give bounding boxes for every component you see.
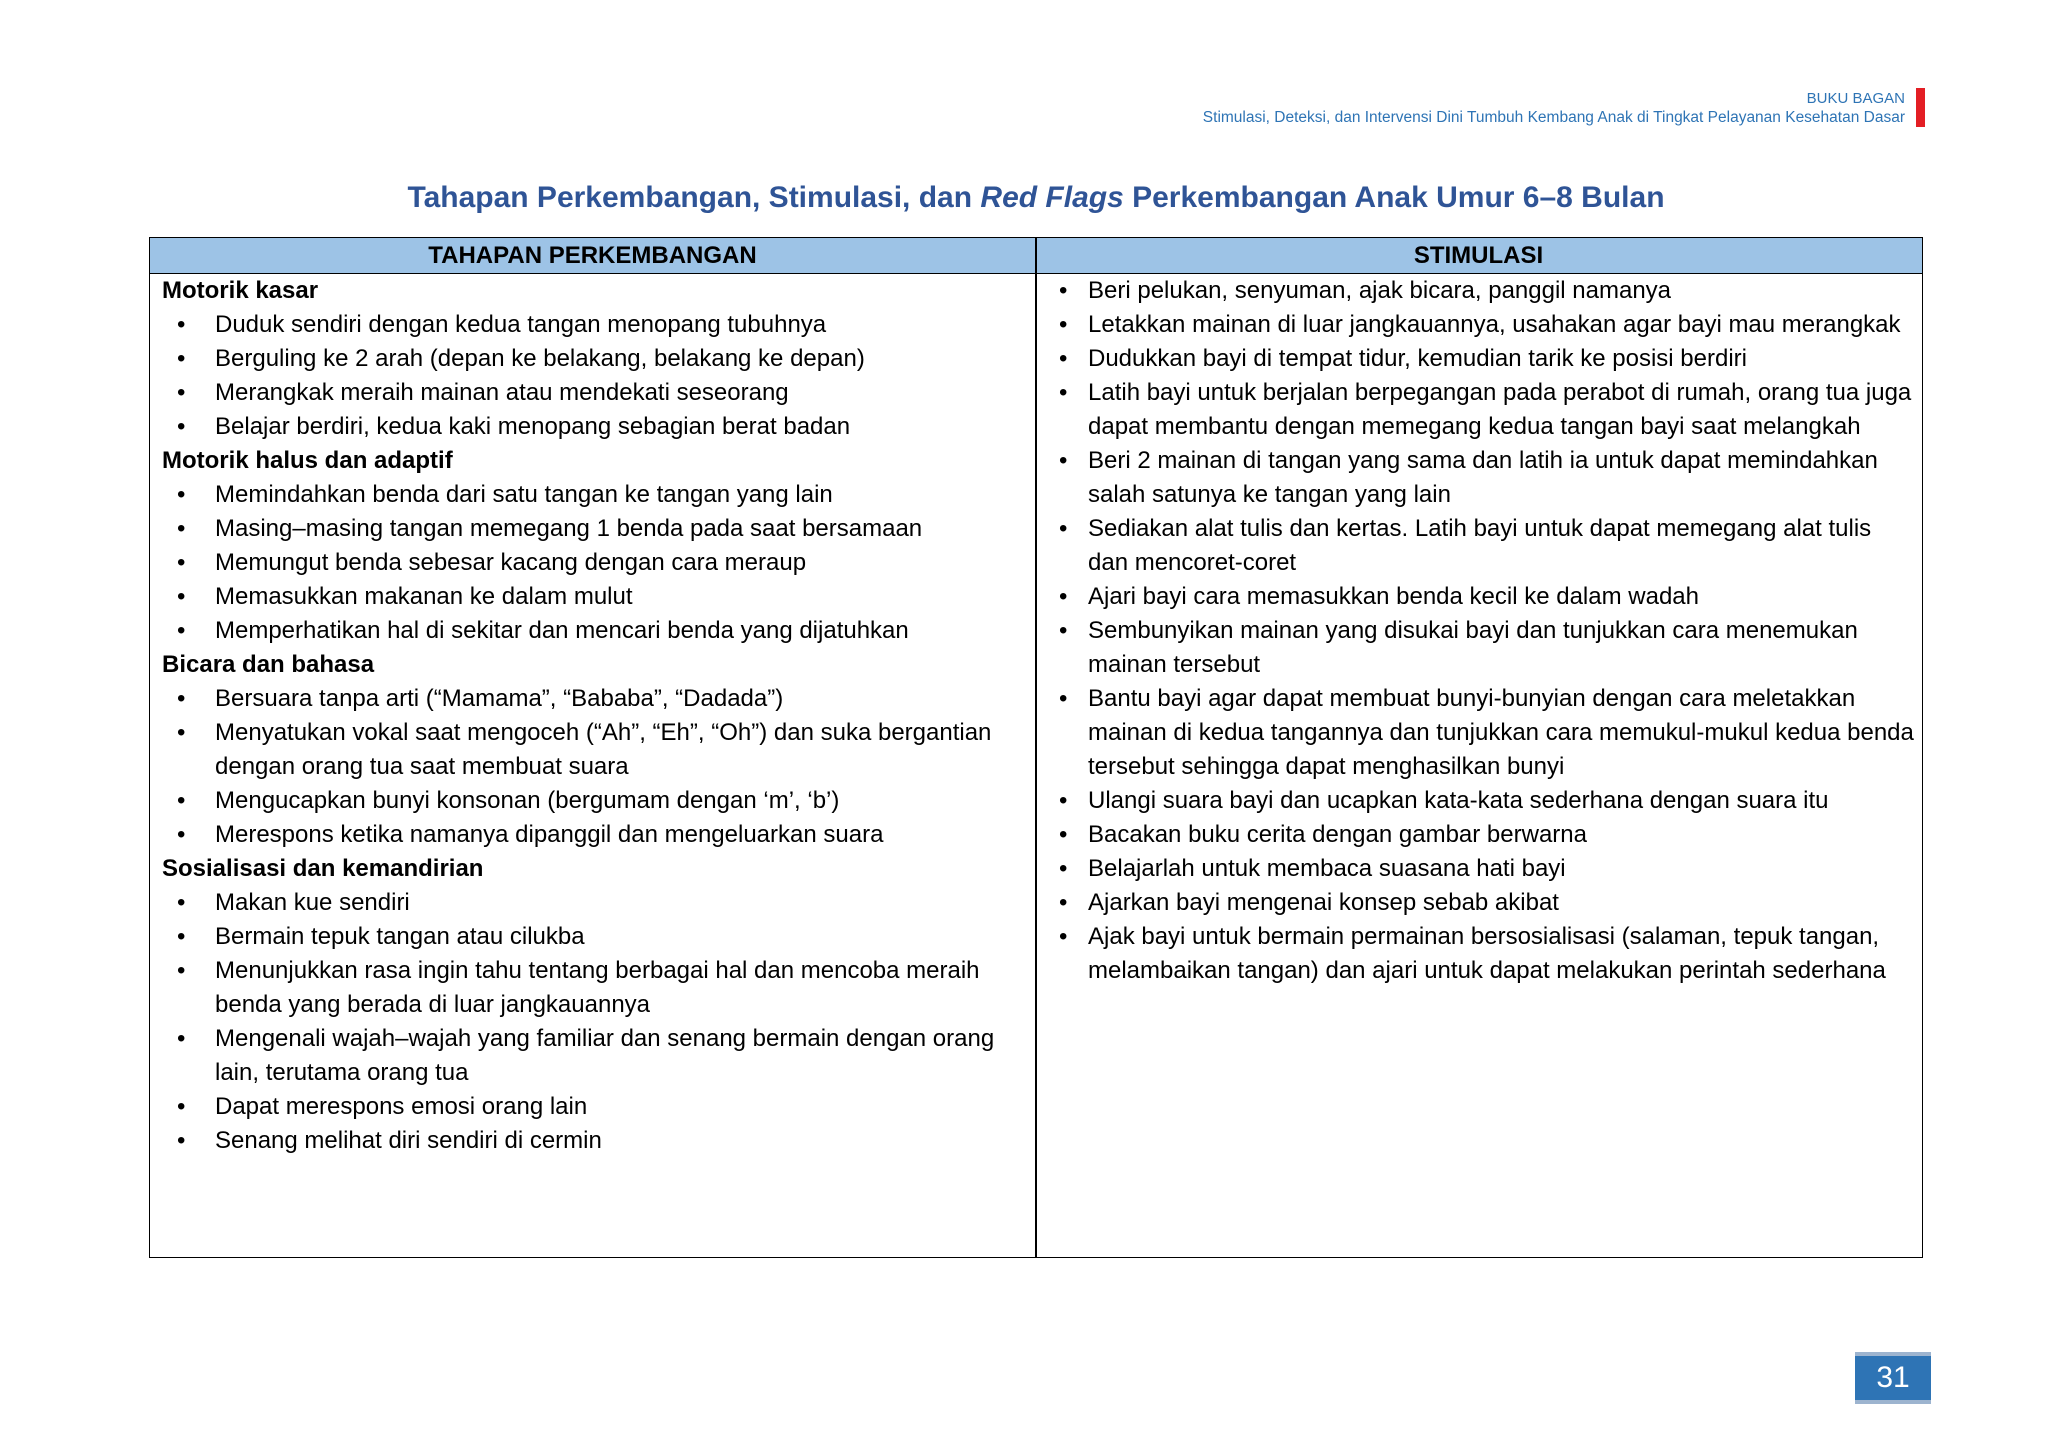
bullet-icon: • [1059,855,1068,882]
list-item-text: Merespons ketika namanya dipanggil dan mengeluarkan suara [215,821,884,848]
bullet-icon: • [1059,447,1068,474]
list-item-text: Menunjukkan rasa ingin tahu tentang berbagai hal dan mencoba meraih benda yang berada di luar jangkauannya [215,957,980,1018]
list-item-text: Beri pelukan, senyuman, ajak bicara, panggil namanya [1088,277,1672,304]
section-title: Bicara dan bahasa [162,651,375,678]
list-item [162,308,1026,342]
list-item [1044,886,1914,920]
list-item-text: Letakkan mainan di luar jangkauannya, usahakan agar bayi mau merangkak [1088,311,1901,338]
list-item [162,682,1026,716]
list-item [1044,512,1914,580]
running-header [1203,89,1905,127]
section-list [162,886,1026,1158]
list-item [1044,308,1914,342]
list-item [162,376,1026,410]
bullet-icon: • [177,413,186,440]
list-item-text: Belajar berdiri, kedua kaki menopang sebagian berat badan [215,413,851,440]
list-item-text: Sembunyikan mainan yang disukai bayi dan tunjukkan cara menemukan mainan tersebut [1088,617,1858,678]
list-item-text: Bacakan buku cerita dengan gambar berwarna [1088,821,1587,848]
list-item [162,1022,1026,1090]
bullet-icon: • [177,787,186,814]
list-item [162,1090,1026,1124]
list-item [162,886,1026,920]
bullet-icon: • [1059,345,1068,372]
section-title: Motorik halus dan adaptif [162,447,453,474]
page-title [149,176,1923,220]
list-item-text: Beri 2 mainan di tangan yang sama dan latih ia untuk dapat memindahkan salah satunya ke tangan yang lain [1088,447,1878,508]
section-title: Motorik kasar [162,277,319,304]
bullet-icon: • [177,1127,186,1154]
list-item [162,1124,1026,1158]
title-part-1: Tahapan Perkembangan, Stimulasi, dan [407,181,981,214]
section-list [162,308,1026,444]
bullet-icon: • [177,889,186,916]
bullet-icon: • [1059,311,1068,338]
list-item [1044,342,1914,376]
bullet-icon: • [1059,583,1068,610]
list-item-text: Merangkak meraih mainan atau mendekati seseorang [215,379,789,406]
bullet-icon: • [1059,685,1068,712]
header-accent-bar [1916,88,1925,127]
list-item [162,580,1026,614]
list-item [162,546,1026,580]
list-item-text: Ajari bayi cara memasukkan benda kecil ke dalam wadah [1088,583,1699,610]
bullet-icon: • [177,957,186,984]
bullet-icon: • [177,821,186,848]
bullet-icon: • [1059,923,1068,950]
list-item [162,614,1026,648]
list-item [1044,784,1914,818]
list-item [162,478,1026,512]
section-title: Sosialisasi dan kemandirian [162,855,484,882]
page-number: 31 [1855,1352,1931,1404]
bullet-icon: • [177,515,186,542]
bullet-icon: • [177,923,186,950]
list-item-text: Masing–masing tangan memegang 1 benda pada saat bersamaan [215,515,923,542]
header-book-subtitle: Stimulasi, Deteksi, dan Intervensi Dini Tumbuh Kembang Anak di Tingkat Pelayanan Kesehatan Dasar [1202,109,1905,126]
list-item [162,716,1026,784]
list-item-text: Menyatukan vokal saat mengoceh (“Ah”, “Eh”, “Oh”) dan suka bergantian dengan orang tua saat membuat suara [215,719,992,780]
list-item-text: Makan kue sendiri [215,889,410,916]
column-header-stimulasi: STIMULASI [1413,242,1544,269]
list-item-text: Mengenali wajah–wajah yang familiar dan senang bermain dengan orang lain, terutama orang tua [215,1025,995,1086]
bullet-icon: • [1059,889,1068,916]
list-item-text: Memungut benda sebesar kacang dengan cara meraup [215,549,807,576]
list-item-text: Ajak bayi untuk bermain permainan bersosialisasi (salaman, tepuk tangan, melambaikan tangan) dan ajari untuk dapat melakukan perintah sederhana [1088,923,1886,984]
list-item-text: Ulangi suara bayi dan ucapkan kata-kata sederhana dengan suara itu [1088,787,1829,814]
list-item [1044,818,1914,852]
list-item [1044,614,1914,682]
bullet-icon: • [1059,515,1068,542]
list-item [162,342,1026,376]
bullet-icon: • [177,481,186,508]
bullet-icon: • [1059,277,1068,304]
development-table [149,237,1923,1258]
bullet-icon: • [1059,379,1068,406]
header-book-label: BUKU BAGAN [1806,90,1905,107]
bullet-icon: • [1059,617,1068,644]
bullet-icon: • [177,379,186,406]
list-item [1044,274,1914,308]
list-item-text: Mengucapkan bunyi konsonan (bergumam dengan ‘m’, ‘b’) [215,787,840,814]
list-item [162,512,1026,546]
stimulasi-column [1044,274,1914,988]
list-item-text: Sediakan alat tulis dan kertas. Latih bayi untuk dapat memegang alat tulis dan mencoret-coret [1088,515,1872,576]
bullet-icon: • [177,583,186,610]
tahapan-column [162,274,1026,1158]
list-item [162,410,1026,444]
list-item-text: Bermain tepuk tangan atau cilukba [215,923,585,950]
bullet-icon: • [177,617,186,644]
list-item-text: Dapat merespons emosi orang lain [215,1093,588,1120]
list-item-text: Ajarkan bayi mengenai konsep sebab akibat [1088,889,1559,916]
list-item-text: Berguling ke 2 arah (depan ke belakang, belakang ke depan) [215,345,865,372]
list-item [162,920,1026,954]
list-item [1044,920,1914,988]
section-list [162,682,1026,852]
list-item-text: Memperhatikan hal di sekitar dan mencari benda yang dijatuhkan [215,617,909,644]
list-item [162,818,1026,852]
bullet-icon: • [177,1093,186,1120]
list-item [162,784,1026,818]
bullet-icon: • [1059,821,1068,848]
list-item [162,954,1026,1022]
title-part-2: Perkembangan Anak Umur 6–8 Bulan [1123,181,1665,214]
list-item-text: Dudukkan bayi di tempat tidur, kemudian tarik ke posisi berdiri [1088,345,1747,372]
list-item-text: Memasukkan makanan ke dalam mulut [215,583,633,610]
list-item [1044,580,1914,614]
list-item-text: Duduk sendiri dengan kedua tangan menopang tubuhnya [215,311,827,338]
list-item [1044,852,1914,886]
column-divider [1035,238,1037,1257]
title-italic: Red Flags [980,181,1124,214]
bullet-icon: • [177,345,186,372]
stimulasi-list [1044,274,1914,988]
section-list [162,478,1026,648]
list-item [1044,444,1914,512]
bullet-icon: • [177,685,186,712]
bullet-icon: • [177,719,186,746]
list-item [1044,682,1914,784]
bullet-icon: • [177,311,186,338]
list-item-text: Belajarlah untuk membaca suasana hati bayi [1088,855,1566,882]
bullet-icon: • [177,1025,186,1052]
list-item-text: Latih bayi untuk berjalan berpegangan pada perabot di rumah, orang tua juga dapat membantu dengan memegang kedua tangan bayi saat melangkah [1088,379,1912,440]
bullet-icon: • [177,549,186,576]
list-item-text: Memindahkan benda dari satu tangan ke tangan yang lain [215,481,833,508]
bullet-icon: • [1059,787,1068,814]
column-header-tahapan: TAHAPAN PERKEMBANGAN [428,242,757,269]
list-item [1044,376,1914,444]
list-item-text: Bantu bayi agar dapat membuat bunyi-bunyian dengan cara meletakkan mainan di kedua tangannya dan tunjukkan cara memukul-mukul kedua benda tersebut sehingga dapat menghasilkan bunyi [1088,685,1914,780]
list-item-text: Bersuara tanpa arti (“Mamama”, “Bababa”, “Dadada”) [215,685,784,712]
list-item-text: Senang melihat diri sendiri di cermin [215,1127,602,1154]
